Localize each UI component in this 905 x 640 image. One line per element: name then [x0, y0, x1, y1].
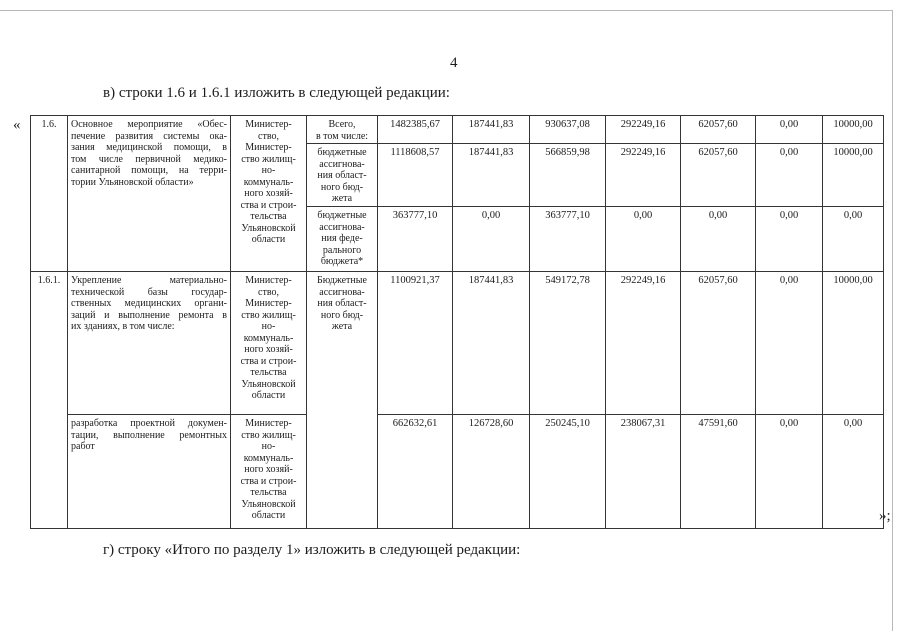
amount-cell: 10000,00 [823, 116, 884, 144]
event-description [68, 415, 231, 529]
text-line: технической базы государ- [71, 286, 227, 298]
amount-cell: 187441,83 [453, 272, 530, 415]
page-number: 4 [450, 55, 458, 71]
funding-source: бюджетные ассигнова- ния област- ного бюд- жета [307, 144, 378, 207]
text-line: печение развития системы ока- [71, 130, 227, 142]
event-description [68, 272, 231, 415]
amount-cell: 62057,60 [681, 272, 756, 415]
amount-cell: 187441,83 [453, 116, 530, 144]
amount-cell: 0,00 [823, 207, 884, 272]
text-line: работ [71, 441, 95, 452]
text-line: тории Ульяновской области» [71, 176, 194, 188]
amount-cell: 0,00 [823, 415, 884, 529]
close-quote: »; [879, 508, 891, 524]
table-row [31, 272, 884, 415]
executor: Министер- ство, Министер- ство жилищ- но- коммуналь- ного хозяй- ства и строи- тельства Ульяновской области [231, 272, 307, 415]
amount-cell: 238067,31 [606, 415, 681, 529]
amount-cell: 0,00 [756, 116, 823, 144]
amount-cell: 0,00 [756, 144, 823, 207]
event-description [68, 116, 231, 272]
amount-cell: 292249,16 [606, 272, 681, 415]
text-line: том числе первичной медико- [71, 153, 227, 165]
text-line: Укрепление материально- [71, 275, 227, 286]
text-line: их зданиях, в том числе: [71, 321, 175, 332]
text-line: Основное мероприятие «Обес- [71, 119, 227, 130]
amount-cell: 187441,83 [453, 144, 530, 207]
text-line: заций и выполнение ремонта в [71, 309, 227, 321]
row-number: 1.6.1. [31, 272, 68, 529]
table-row [31, 116, 884, 144]
text-line: санитарной помощи, на терри- [71, 165, 227, 176]
executor: Министер- ство, Министер- ство жилищ- но- коммуналь- ного хозяй- ства и строи- тельства Ульяновской области [231, 116, 307, 272]
funding-source: Всего, в том числе: [307, 116, 378, 144]
amount-cell: 10000,00 [823, 144, 884, 207]
amount-cell: 930637,08 [530, 116, 606, 144]
amendment-heading-g: г) строку «Итого по разделу 1» изложить в следующей редакции: [103, 542, 521, 558]
program-table [30, 115, 884, 529]
amount-cell: 662632,61 [378, 415, 453, 529]
row-number: 1.6. [31, 116, 68, 272]
amount-cell: 0,00 [606, 207, 681, 272]
amount-cell: 47591,60 [681, 415, 756, 529]
funding-source: бюджетные ассигнова- ния феде- рального бюджета* [307, 207, 378, 272]
amount-cell: 0,00 [681, 207, 756, 272]
amount-cell: 292249,16 [606, 116, 681, 144]
table-row [31, 415, 884, 529]
amendment-heading-v: в) строки 1.6 и 1.6.1 изложить в следующей редакции: [103, 85, 450, 101]
text-line: тации, выполнение ремонтных [71, 429, 227, 441]
amount-cell: 1482385,67 [378, 116, 453, 144]
amount-cell: 0,00 [756, 207, 823, 272]
amount-cell: 363777,10 [378, 207, 453, 272]
amount-cell: 549172,78 [530, 272, 606, 415]
amount-cell: 250245,10 [530, 415, 606, 529]
text-line: ственных медицинских органи- [71, 298, 227, 309]
executor: Министер- ство жилищ- но- коммуналь- ного хозяй- ства и строи- тельства Ульяновской области [231, 415, 307, 529]
amount-cell: 126728,60 [453, 415, 530, 529]
amount-cell: 62057,60 [681, 144, 756, 207]
funding-source: Бюджетные ассигнова- ния област- ного бюд- жета [307, 272, 378, 529]
amount-cell: 566859,98 [530, 144, 606, 207]
open-quote: « [13, 117, 21, 133]
amount-cell: 0,00 [756, 272, 823, 415]
amount-cell: 1100921,37 [378, 272, 453, 415]
amount-cell: 10000,00 [823, 272, 884, 415]
text-line: разработка проектной докумен- [71, 418, 227, 429]
amount-cell: 0,00 [756, 415, 823, 529]
amount-cell: 1118608,57 [378, 144, 453, 207]
amount-cell: 62057,60 [681, 116, 756, 144]
amount-cell: 363777,10 [530, 207, 606, 272]
amount-cell: 0,00 [453, 207, 530, 272]
text-line: зания медицинской помощи, в [71, 142, 227, 153]
amount-cell: 292249,16 [606, 144, 681, 207]
